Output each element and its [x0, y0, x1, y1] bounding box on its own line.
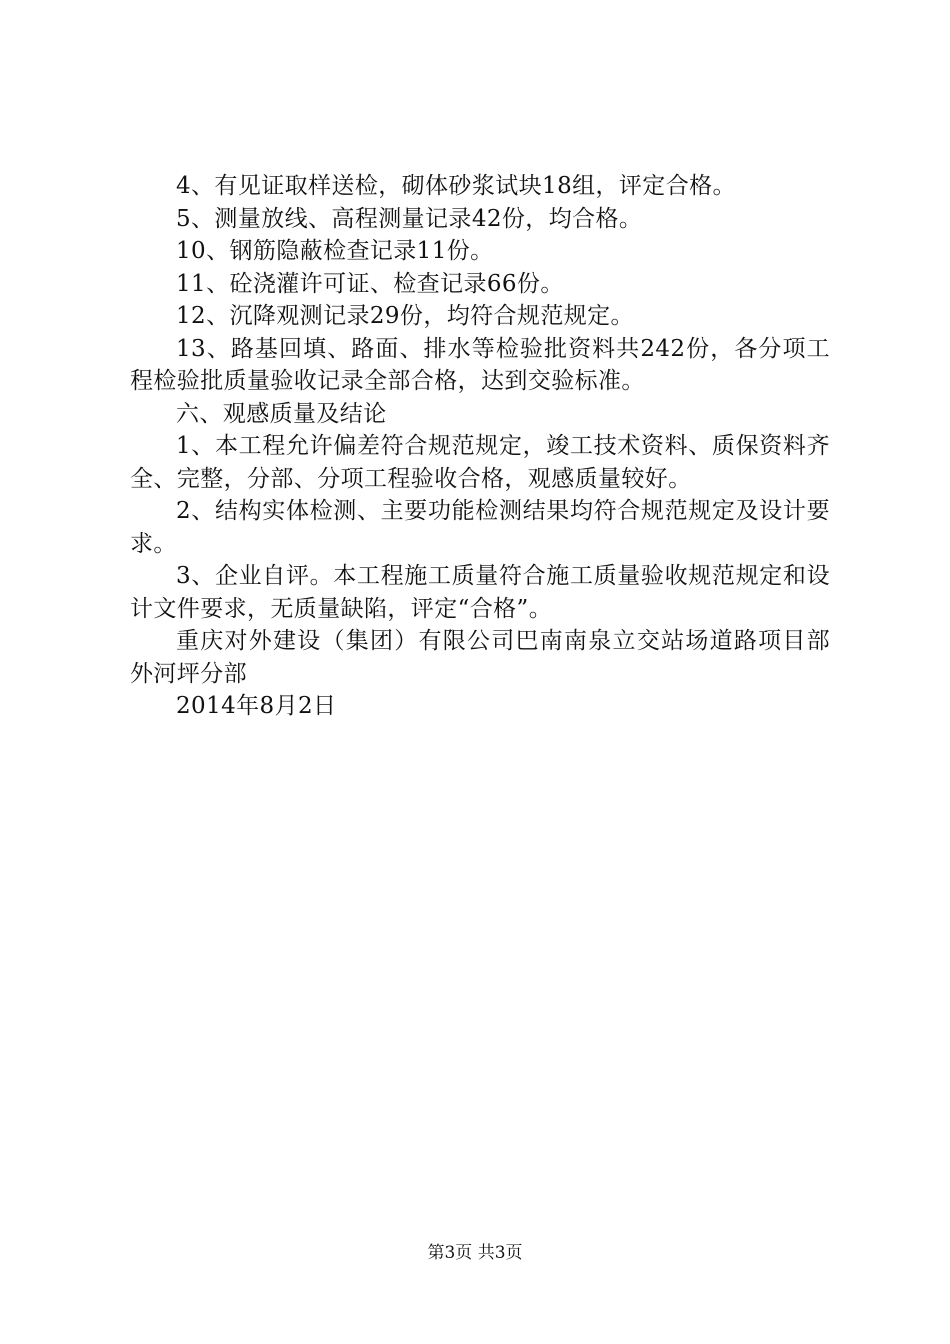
conclusion-item-1: 1、本工程允许偏差符合规范规定，竣工技术资料、质保资料齐全、完整，分部、分项工程验收合格，观感质量较好。 [130, 433, 830, 492]
document-body [130, 170, 830, 723]
paragraph-item-4: 4、有见证取样送检，砌体砂浆试块18组，评定合格。 [176, 173, 736, 199]
conclusion-item-2: 2、结构实体检测、主要功能检测结果均符合规范规定及设计要求。 [130, 498, 830, 557]
section-heading-conclusion: 六、观感质量及结论 [176, 400, 387, 427]
paragraph-item-13: 13、路基回填、路面、排水等检验批资料共242份，各分项工程检验批质量验收记录全部合格，达到交验标准。 [130, 335, 830, 394]
paragraph-item-10: 10、钢筋隐蔽检查记录11份。 [176, 238, 494, 264]
paragraph-item-11: 11、砼浇灌许可证、检查记录66份。 [176, 270, 564, 297]
page-footer: 第3页 共3页 [427, 1243, 523, 1263]
signature-organization: 重庆对外建设（集团）有限公司巴南南泉立交站场道路项目部外河坪分部 [130, 628, 830, 687]
signature-date: 2014年8月2日 [176, 693, 337, 719]
paragraph-item-5: 5、测量放线、高程测量记录42份，均合格。 [176, 205, 643, 232]
conclusion-item-3: 3、企业自评。本工程施工质量符合施工质量验收规范规定和设计文件要求，无质量缺陷，评定“合格”。 [130, 563, 830, 622]
paragraph-item-12: 12、沉降观测记录29份，均符合规范规定。 [176, 303, 634, 329]
